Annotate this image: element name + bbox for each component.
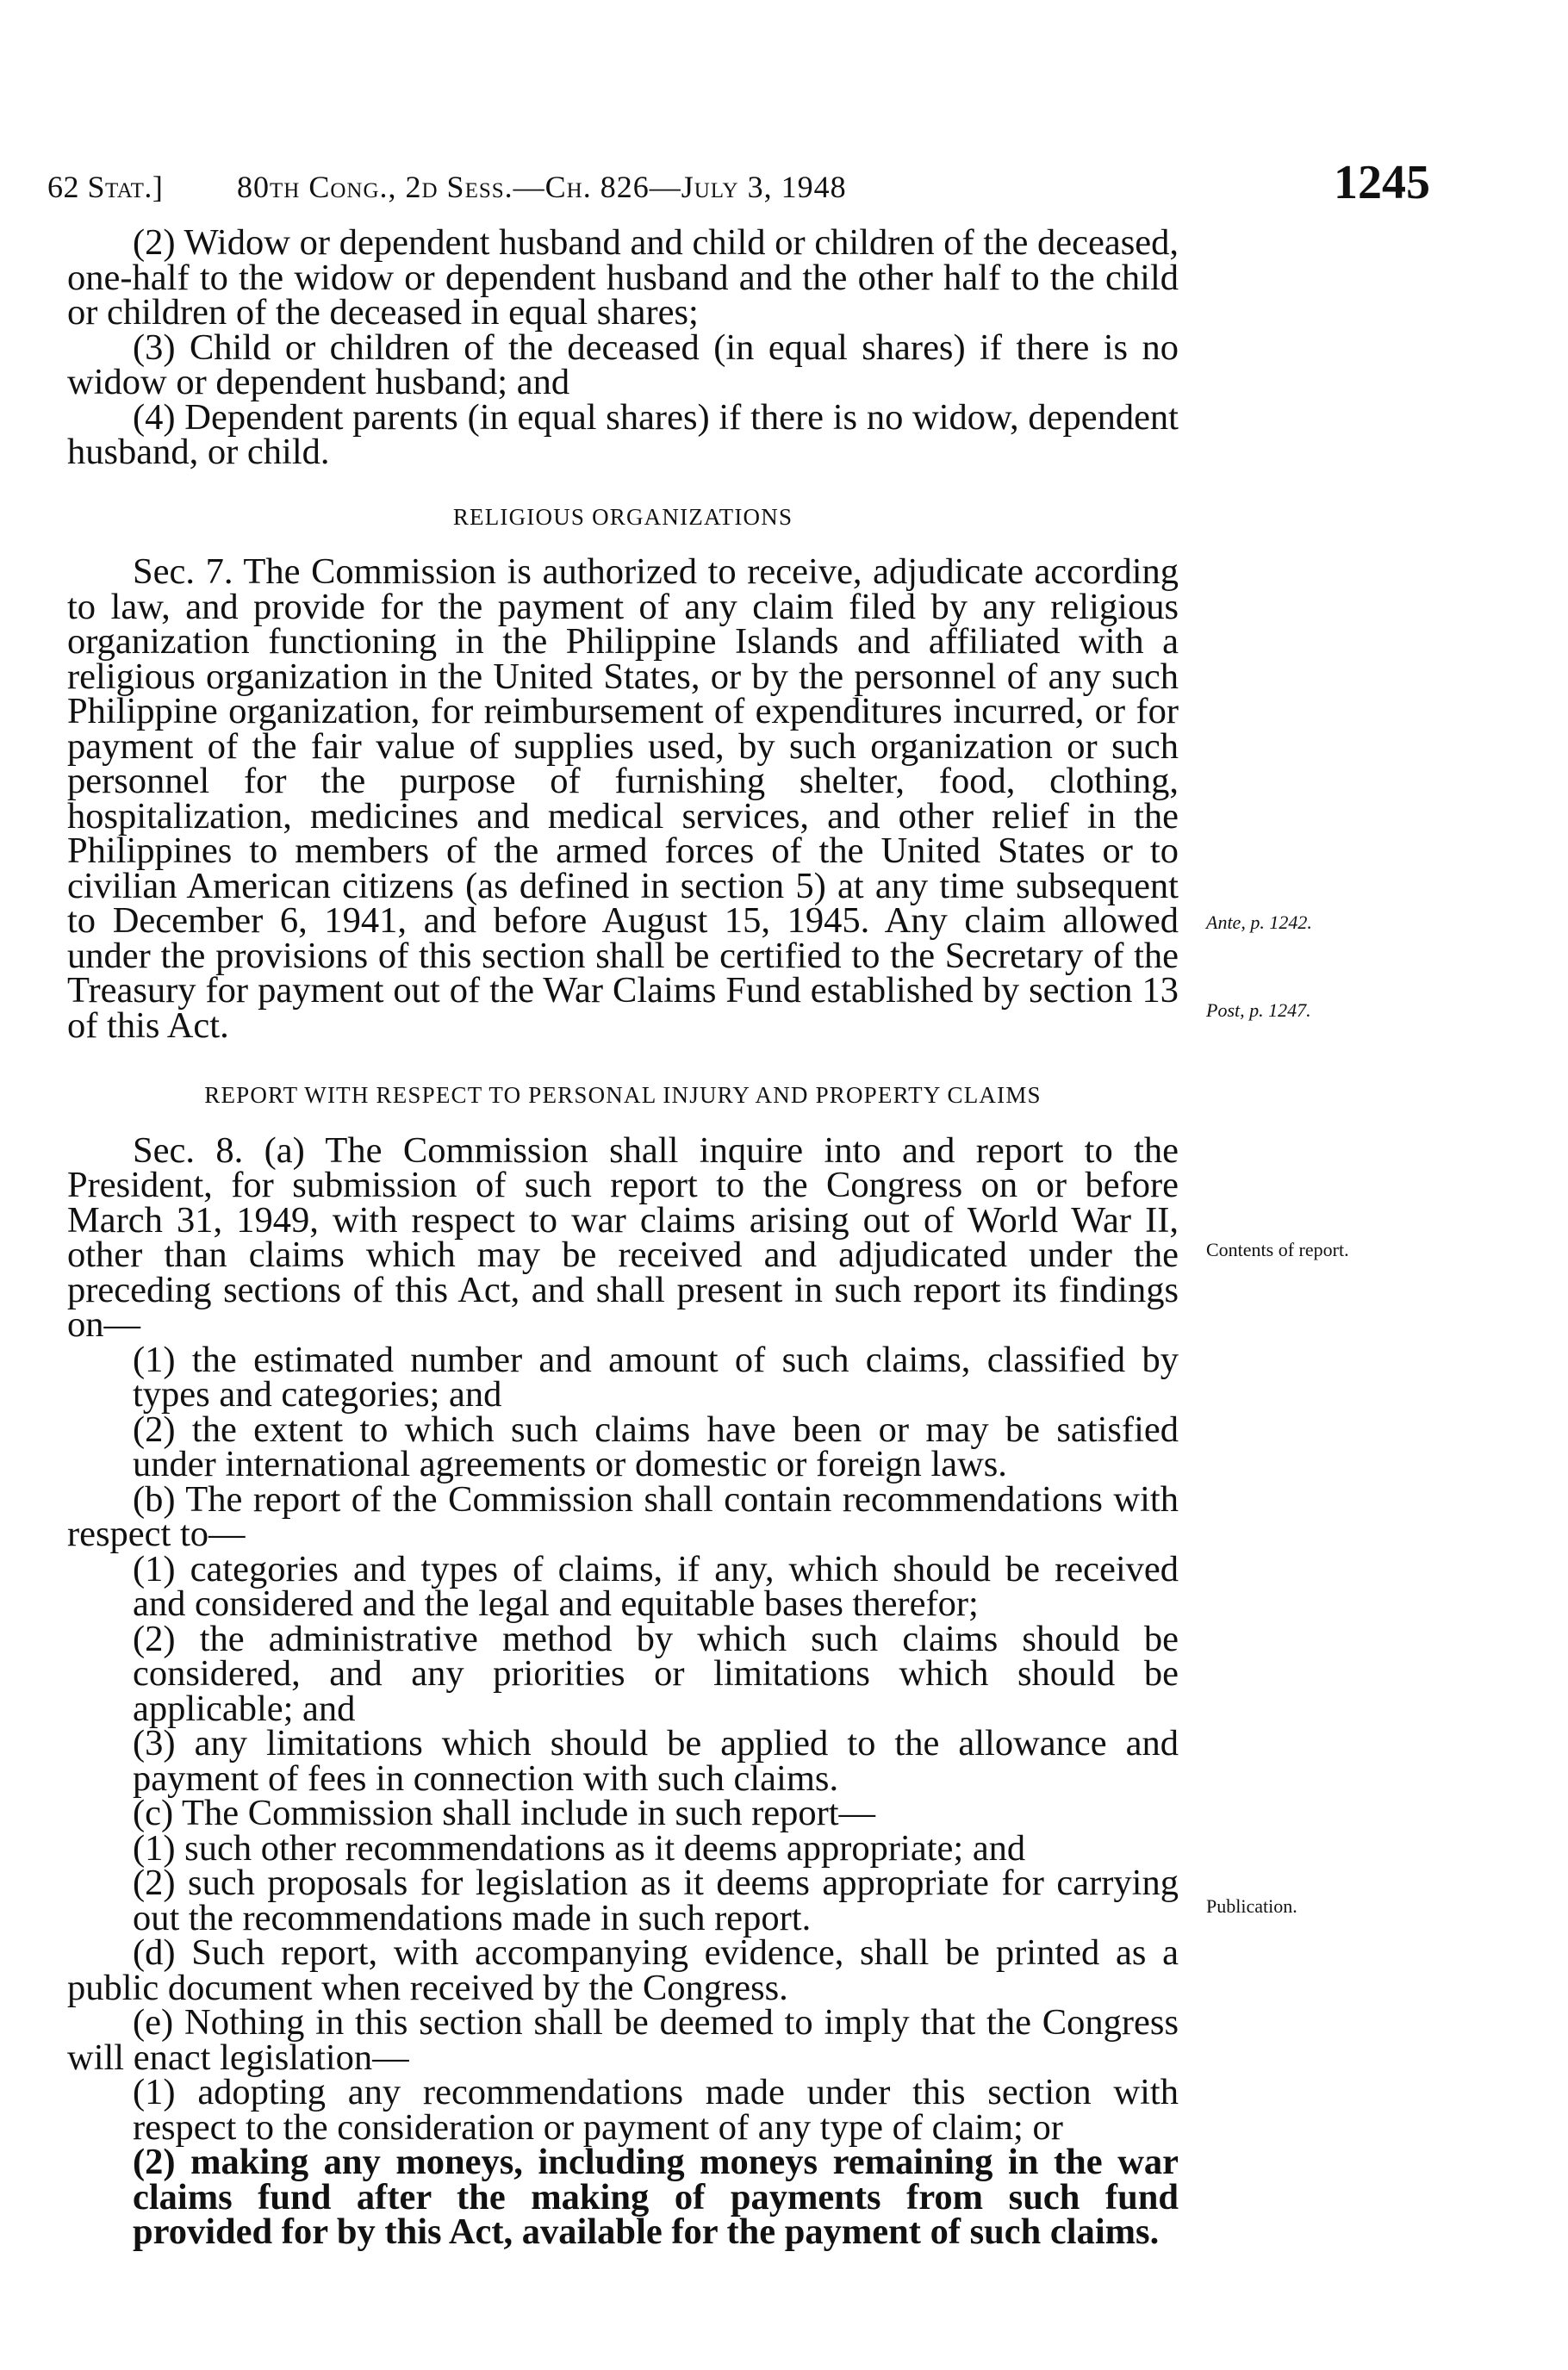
margin-note-ante: Ante, p. 1242. bbox=[1206, 911, 1312, 933]
section-8-b-2: (2) the administrative method by which such claims should be considered, and any priorities or limitations which should be applicable; and bbox=[133, 1618, 1179, 1729]
heading-report-claims: REPORT WITH RESPECT TO PERSONAL INJURY AND PROPERTY CLAIMS bbox=[204, 1082, 1042, 1108]
section-8-c-1: (1) such other recommendations as it deems appropriate; and bbox=[133, 1827, 1026, 1869]
section-8-b: (b) The report of the Commission shall contain recommendations with respect to— bbox=[67, 1478, 1179, 1554]
section-8-c-2: (2) such proposals for legislation as it deems appropriate for carrying out the recommendations made in such report. bbox=[133, 1863, 1179, 1938]
section-8-c: (c) The Commission shall include in such report— bbox=[133, 1793, 876, 1833]
section-8-b-1: (1) categories and types of claims, if any, which should be received and considered and the legal and equitable bases therefor; bbox=[133, 1548, 1179, 1624]
section-8-a: Sec. 8. (a) The Commission shall inquire into and report to the President, for submission of such report to the Congress on or before March 31, 1949, with respect to war claims arising out of World War II, other than claims which may be received and adjudicated under the preceding sections of this Act, and shall present in such report its findings on— bbox=[67, 1129, 1179, 1345]
paragraph-2-widow: (2) Widow or dependent husband and child or children of the deceased, one-half to the widow or dependent husband and the other half to the child or children of the deceased in equal shares; bbox=[67, 222, 1179, 333]
section-8-d: (d) Such report, with accompanying evidence, shall be printed as a public document when received by the Congress. bbox=[67, 1932, 1179, 2008]
page-number: 1245 bbox=[1334, 156, 1430, 209]
document-body bbox=[67, 222, 1179, 2252]
section-8-e: (e) Nothing in this section shall be deemed to imply that the Congress will enact legislation— bbox=[67, 2002, 1179, 2078]
section-8-e-1: (1) adopting any recommendations made under this section with respect to the consideration or payment of any type of claim; or bbox=[133, 2072, 1179, 2148]
heading-religious-organizations: RELIGIOUS ORGANIZATIONS bbox=[452, 503, 793, 530]
paragraph-4-parents: (4) Dependent parents (in equal shares) if there is no widow, dependent husband, or child. bbox=[67, 396, 1179, 472]
running-header bbox=[47, 155, 1430, 215]
section-8-a-2: (2) the extent to which such claims have been or may be satisfied under international agreements or domestic or foreign laws. bbox=[133, 1409, 1179, 1484]
statute-reference: 62 Stat.] bbox=[47, 170, 164, 204]
margin-note-contents: Contents of report. bbox=[1206, 1239, 1349, 1260]
margin-note-post: Post, p. 1247. bbox=[1206, 999, 1311, 1021]
section-7: Sec. 7. The Commission is authorized to receive, adjudicate according to law, and provide for the payment of any claim filed by any religious organization functioning in the Philippine Islands and affiliated with a religious organization in the United States, or by the personnel of any such Philippine organization, for reimbursement of expenditures incurred, or for payment of the fair value of supplies used, by such organization or such personnel for the purpose of furnishing shelter, food, clothing, hospitalization, medicines and medical services, and other relief in the Philippines to members of the armed forces of the United States or to civilian American citizens (as defined in section 5) at any time subsequent to December 6, 1941, and before August 15, 1945. Any claim allowed under the provisions of this section shall be certified to the Secretary of the Treasury for payment out of the War Claims Fund established by section 13 of this Act. bbox=[67, 551, 1179, 1046]
margin-note-publication: Publication. bbox=[1206, 1895, 1297, 1917]
section-8-e-2: (2) making any moneys, including moneys remaining in the war claims fund after the making of payments from such fund provided for by this Act, available for the payment of such claims. bbox=[133, 2142, 1179, 2252]
section-8-a-1: (1) the estimated number and amount of such claims, classified by types and categories; and bbox=[133, 1339, 1179, 1415]
session-chapter-date: 80th Cong., 2d Sess.—Ch. 826—July 3, 1948 bbox=[237, 170, 847, 204]
paragraph-3-children: (3) Child or children of the deceased (in equal shares) if there is no widow or dependent husband; and bbox=[67, 327, 1179, 402]
section-8-b-3: (3) any limitations which should be applied to the allowance and payment of fees in connection with such claims. bbox=[133, 1723, 1179, 1799]
